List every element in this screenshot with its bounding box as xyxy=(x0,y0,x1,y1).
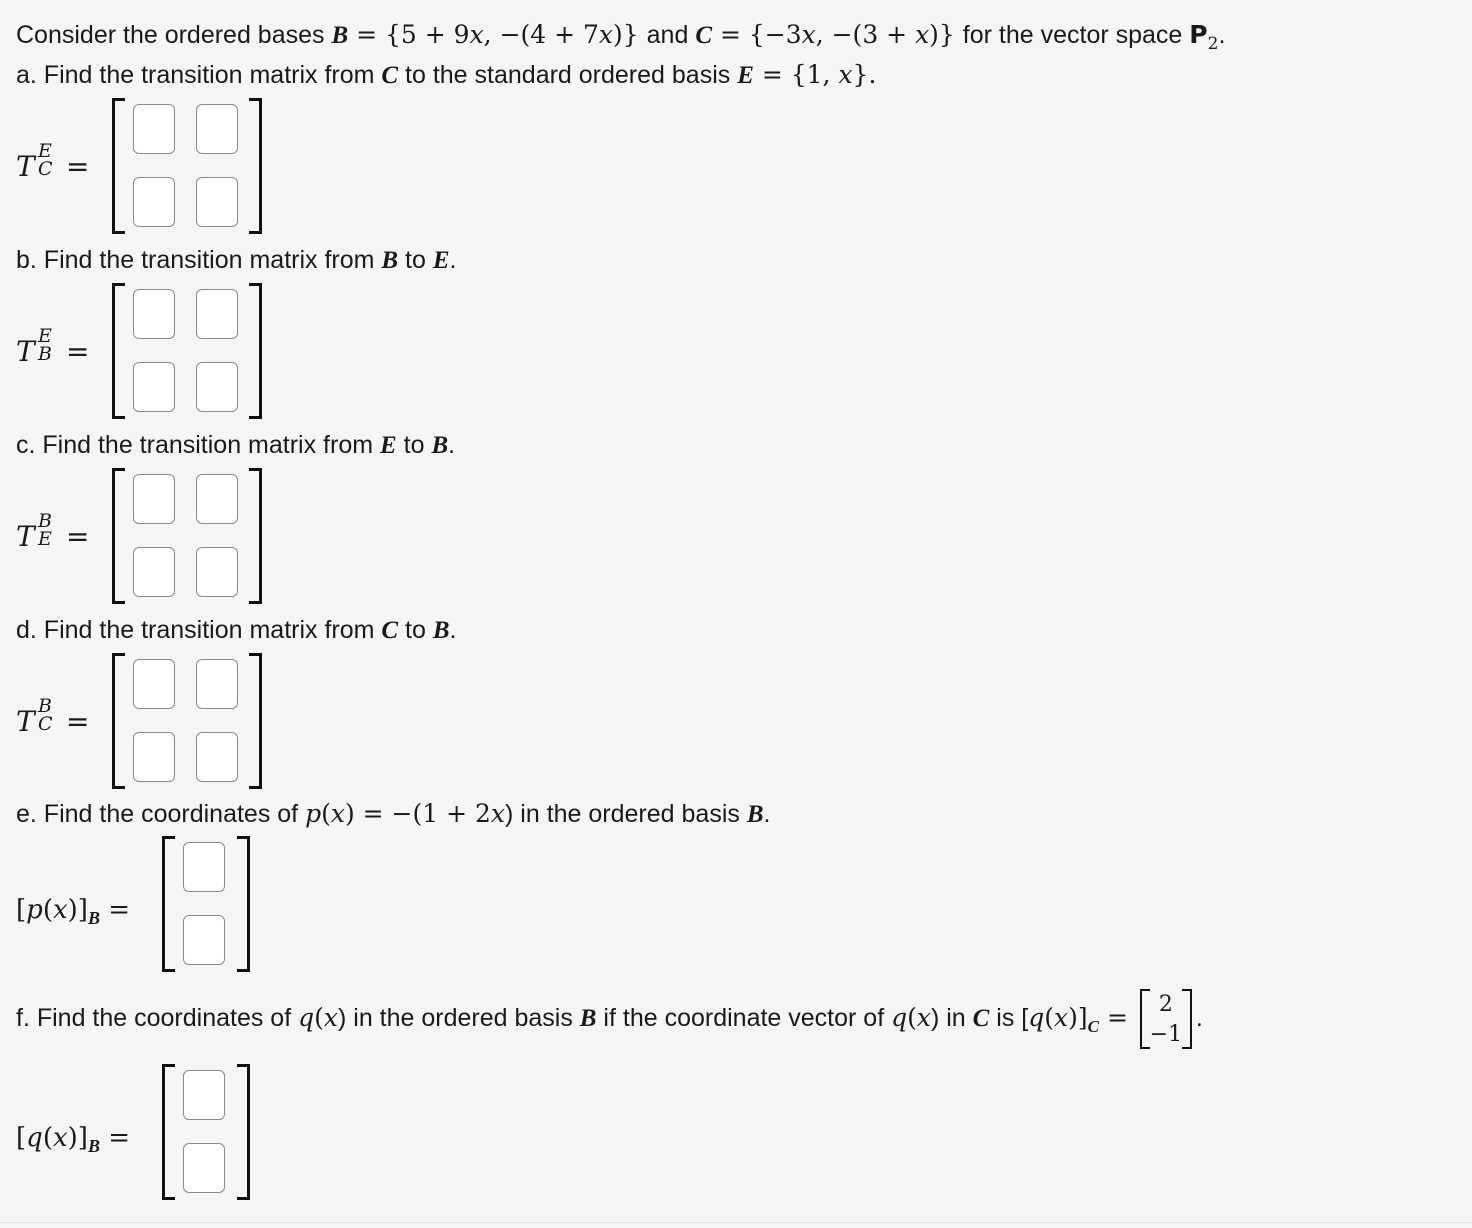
input-f-1[interactable] xyxy=(183,1070,225,1120)
matrix-label-d: T B C = xyxy=(16,695,90,738)
question-d: d. Find the transition matrix from C to B. xyxy=(16,616,457,644)
right-bracket xyxy=(249,653,262,789)
input-e-2[interactable] xyxy=(183,915,225,965)
left-bracket xyxy=(162,836,175,972)
divider xyxy=(0,1222,1472,1223)
matrix-a xyxy=(112,98,262,234)
left-bracket xyxy=(112,653,125,789)
question-b: b. Find the transition matrix from B to E. xyxy=(16,246,457,274)
vector-f xyxy=(162,1064,250,1200)
right-bracket xyxy=(249,468,262,604)
input-b-21[interactable] xyxy=(133,362,175,412)
question-a: a. Find the transition matrix from C to the standard ordered basis E = {1, x}. xyxy=(16,60,877,89)
input-b-22[interactable] xyxy=(196,362,238,412)
input-c-12[interactable] xyxy=(196,474,238,524)
input-b-11[interactable] xyxy=(133,289,175,339)
input-a-12[interactable] xyxy=(196,104,238,154)
problem-statement: Consider the ordered bases B = {5 + 9x, −(4 + 7x)} and C = {−3x, −(3 + x)} for the vector space $P_2$. xyxy=(16,20,1226,54)
left-bracket xyxy=(162,1064,175,1200)
matrix-c xyxy=(112,468,262,604)
question-c: c. Find the transition matrix from E to B. xyxy=(16,431,456,459)
vector-e xyxy=(162,836,250,972)
input-d-21[interactable] xyxy=(133,732,175,782)
question-e: e. Find the coordinates of p(x) = −(1 + 2x) in the ordered basis B. xyxy=(16,799,771,828)
input-a-11[interactable] xyxy=(133,104,175,154)
input-e-1[interactable] xyxy=(183,842,225,892)
matrix-b xyxy=(112,283,262,419)
matrix-label-a: T E C = xyxy=(16,140,90,183)
left-bracket xyxy=(112,468,125,604)
input-d-22[interactable] xyxy=(196,732,238,782)
question-f: f. Find the coordinates of q(x) in the ordered basis B if the coordinate vector of q(x) in C is $[q(x)]_C$ = 2 −1 . xyxy=(16,986,1203,1059)
right-bracket xyxy=(249,283,262,419)
input-d-12[interactable] xyxy=(196,659,238,709)
vector-label-f: $[q(x)]_B$ = xyxy=(16,1123,131,1157)
right-bracket xyxy=(237,1064,250,1200)
input-c-22[interactable] xyxy=(196,547,238,597)
input-a-22[interactable] xyxy=(196,177,238,227)
given-vector xyxy=(1140,989,1192,1049)
matrix-label-c: T B E = xyxy=(16,510,90,553)
matrix-d xyxy=(112,653,262,789)
left-bracket xyxy=(112,283,125,419)
vector-label-e: $[p(x)]_B$ = xyxy=(16,895,131,929)
input-c-11[interactable] xyxy=(133,474,175,524)
right-bracket xyxy=(237,836,250,972)
given-vector-entry-2: −1 xyxy=(1149,1022,1183,1048)
input-b-12[interactable] xyxy=(196,289,238,339)
input-c-21[interactable] xyxy=(133,547,175,597)
right-bracket xyxy=(249,98,262,234)
input-a-21[interactable] xyxy=(133,177,175,227)
given-vector-entry-1: 2 xyxy=(1158,992,1173,1018)
input-f-2[interactable] xyxy=(183,1143,225,1193)
left-bracket xyxy=(112,98,125,234)
input-d-11[interactable] xyxy=(133,659,175,709)
matrix-label-b: T E B = xyxy=(16,325,90,368)
